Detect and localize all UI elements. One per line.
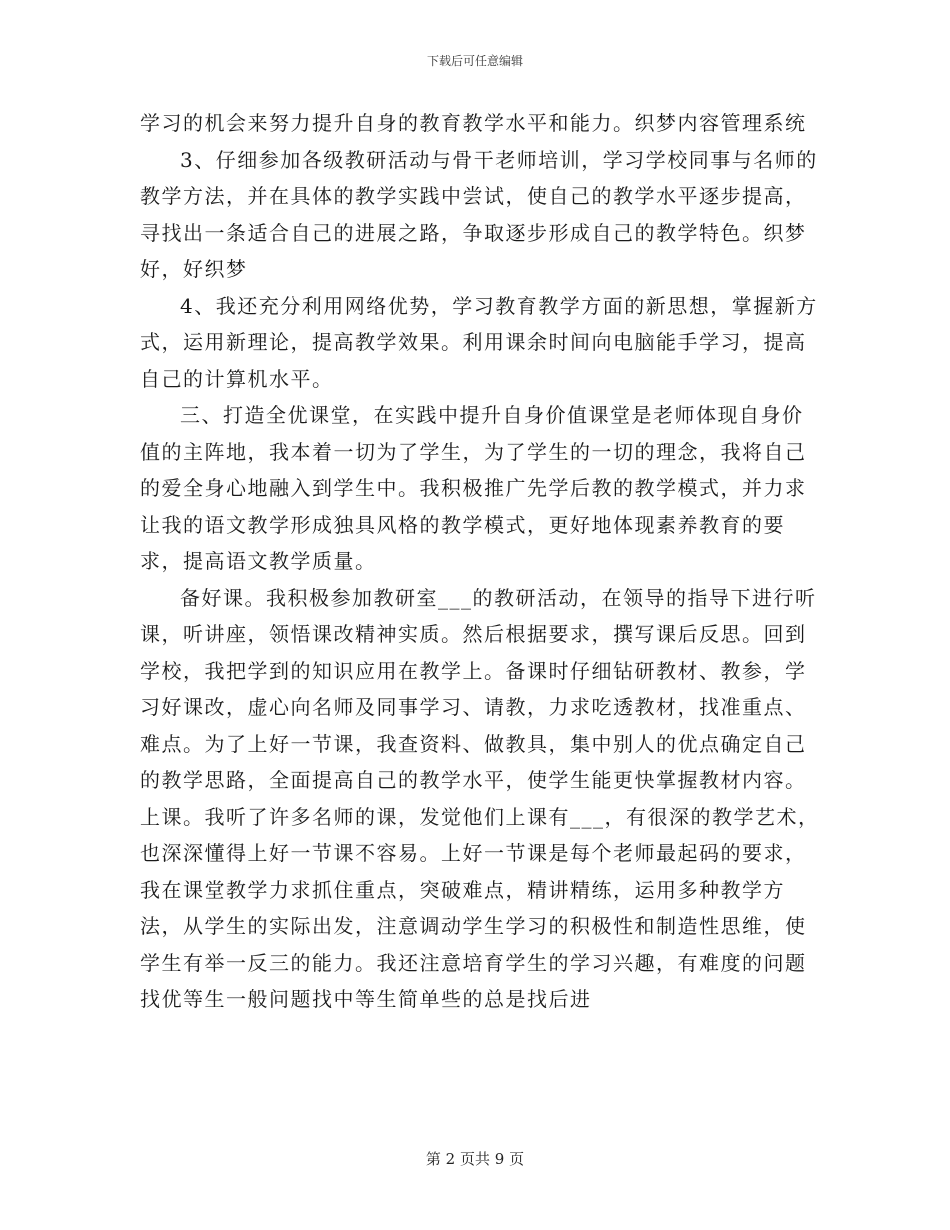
page-header-note: 下载后可任意编辑: [426, 54, 523, 68]
page-number: 第 2 页共 9 页: [425, 1150, 525, 1168]
paragraph: 学习的机会来努力提升自身的教育教学水平和能力。织梦内容管理系统: [140, 111, 807, 135]
document-body: [140, 105, 820, 1018]
paragraph: 4、我还充分利用网络优势，学习教育教学方面的新思想，掌握新方式，运用新理论，提高教学效果。利用课余时间向电脑能手学习，提高自己的计算机水平。: [140, 293, 818, 391]
paragraph: 备好课。我积极参加教研室___的教研活动，在领导的指导下进行听课，听讲座，领悟课改精神实质。然后根据要求，撰写课后反思。回到学校，我把学到的知识应用在教学上。备课时仔细钻研教材、教参，学习好课改，虚心向名师及同事学习、请教，力求吃透教材，找准重点、难点。为了上好一节课，我查资料、做教具，集中别人的优点确定自己的教学思路，全面提高自己的教学水平，使学生能更快掌握教材内容。上课。我听了许多名师的课，发觉他们上课有___，有很深的教学艺术，也深深懂得上好一节课不容易。上好一节课是每个老师最起码的要求，我在课堂教学力求抓住重点，突破难点，精讲精练，运用多种教学方法，从学生的实际出发，注意调动学生学习的积极性和制造性思维，使学生有举一反三的能力。我还注意培育学生的学习兴趣，有难度的问题找优等生一般问题找中等生简单些的总是找后进: [140, 585, 820, 1011]
paragraph: 三、打造全优课堂，在实践中提升自身价值课堂是老师体现自身价值的主阵地，我本着一切为了学生，为了学生的一切的理念，我将自己的爱全身心地融入到学生中。我积极推广先学后教的教学模式，并力求让我的语文教学形成独具风格的教学模式，更好地体现素养教育的要求，提高语文教学质量。: [140, 403, 807, 573]
paragraph: 3、仔细参加各级教研活动与骨干老师培训，学习学校同事与名师的教学方法，并在具体的教学实践中尝试，使自己的教学水平逐步提高，寻找出一条适合自己的进展之路，争取逐步形成自己的教学特色。织梦好，好织梦: [140, 147, 818, 281]
